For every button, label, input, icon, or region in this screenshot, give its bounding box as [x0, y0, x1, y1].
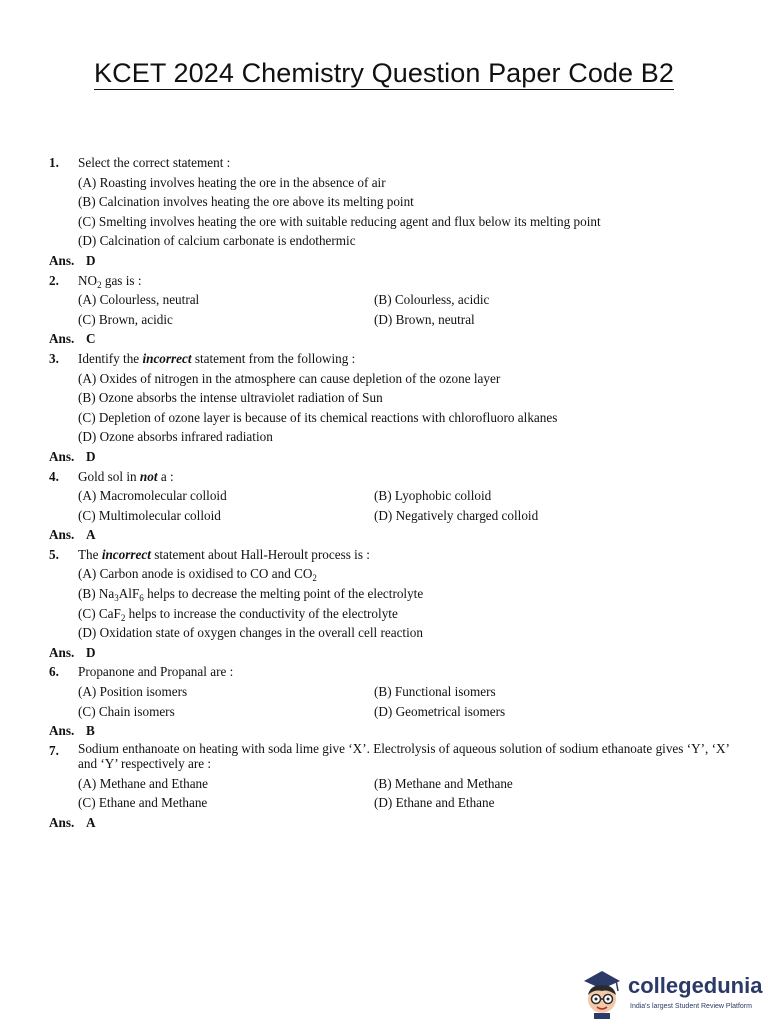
- option-a: (A) Methane and Ethane: [78, 775, 208, 791]
- option-a: (A) Colourless, neutral: [78, 292, 200, 308]
- option-d: (D) Brown, neutral: [374, 311, 475, 327]
- question-5: [49, 545, 749, 643]
- answer-value: A: [86, 527, 96, 543]
- answer-6: [49, 721, 749, 741]
- question-3: [49, 349, 749, 447]
- question-text: Propanone and Propanal are :: [78, 664, 234, 680]
- question-number: 1.: [49, 155, 59, 170]
- answer-label: Ans.: [49, 252, 75, 268]
- option-c: (C) Smelting involves heating the ore with suitable reducing agent and flux below its melting point: [78, 213, 601, 229]
- option-a: (A) Macromolecular colloid: [78, 488, 227, 504]
- option-a: (A) Oxides of nitrogen in the atmosphere can cause depletion of the ozone layer: [78, 370, 501, 386]
- option-b: (B) Functional isomers: [374, 684, 496, 700]
- answer-value: D: [86, 448, 96, 464]
- question-text: Gold sol in not a :: [78, 468, 174, 484]
- option-d: (D) Oxidation state of oxygen changes in the overall cell reaction: [78, 625, 423, 641]
- option-b: (B) Methane and Methane: [374, 775, 513, 791]
- option-d: (D) Ethane and Ethane: [374, 795, 495, 811]
- option-d: (D) Negatively charged colloid: [374, 507, 539, 523]
- option-b: (B) Lyophobic colloid: [374, 488, 492, 504]
- option-d: (D) Geometrical isomers: [374, 703, 506, 719]
- option-c: (C) Depletion of ozone layer is because of its chemical reactions with chlorofluoro alkanes: [78, 409, 558, 425]
- answer-label: Ans.: [49, 448, 75, 464]
- question-number: 6.: [49, 664, 59, 680]
- answer-5: [49, 643, 749, 663]
- option-b: (B) Ozone absorbs the intense ultraviolet radiation of Sun: [78, 390, 383, 406]
- question-text: Sodium enthanoate on heating with soda lime give ‘X’. Electrolysis of aqueous solution of sodium ethanoate gives ‘Y’, ‘X’ and ‘Y’ respectively are :: [78, 740, 729, 772]
- question-text: Select the correct statement :: [78, 155, 231, 170]
- question-number: 4.: [49, 468, 59, 484]
- answer-value: B: [86, 723, 95, 739]
- question-list: [49, 153, 749, 833]
- option-b: (B) Calcination involves heating the ore above its melting point: [78, 194, 414, 210]
- question-4: [49, 467, 749, 526]
- answer-label: Ans.: [49, 815, 75, 830]
- answer-value: D: [86, 252, 96, 268]
- option-a: (A) Roasting involves heating the ore in the absence of air: [78, 174, 386, 190]
- answer-3: [49, 447, 749, 467]
- question-7: [49, 741, 749, 813]
- answer-label: Ans.: [49, 723, 75, 739]
- logo-wordmark: collegedunia: [628, 973, 763, 998]
- option-c: (C) Brown, acidic: [78, 311, 173, 327]
- option-a: (A) Position isomers: [78, 684, 188, 700]
- answer-value: C: [86, 331, 96, 347]
- option-c: (C) Ethane and Methane: [78, 795, 208, 811]
- option-d: (D) Calcination of calcium carbonate is endothermic: [78, 233, 356, 249]
- answer-label: Ans.: [49, 527, 75, 543]
- option-b: (B) $Na_3AlF_6$ helps to decrease the melting point of the electrolyte: [78, 586, 424, 604]
- collegedunia-logo: [578, 967, 763, 1019]
- title-text: KCET 2024 Chemistry Question Paper Code B2: [94, 58, 674, 88]
- option-c: (C) Multimolecular colloid: [78, 507, 221, 523]
- answer-value: D: [86, 644, 96, 660]
- option-a: (A) Carbon anode is oxidised to CO and $CO_2$: [78, 566, 317, 584]
- option-b: (B) Colourless, acidic: [374, 292, 490, 308]
- question-text: The incorrect statement about Hall-Heroult process is :: [78, 546, 370, 562]
- answer-value: A: [86, 815, 96, 830]
- logo-tagline: India's largest Student Review Platform: [630, 1003, 752, 1010]
- question-1: [49, 153, 749, 251]
- option-d: (D) Ozone absorbs infrared radiation: [78, 429, 273, 445]
- question-number: 5.: [49, 546, 59, 562]
- answer-7: [49, 813, 749, 833]
- answer-2: [49, 329, 749, 349]
- answer-4: [49, 525, 749, 545]
- question-2: [49, 271, 749, 330]
- page-title: [0, 58, 768, 89]
- question-text: Identify the incorrect statement from the following :: [78, 350, 356, 366]
- mascot-icon: [578, 967, 626, 1019]
- question-6: [49, 662, 749, 721]
- question-number: 2.: [49, 272, 59, 288]
- answer-label: Ans.: [49, 331, 75, 347]
- option-c: (C) Chain isomers: [78, 703, 175, 719]
- option-c: (C) CaF$_2$ helps to increase the conductivity of the electrolyte: [78, 605, 398, 623]
- question-number: 3.: [49, 350, 59, 366]
- answer-label: Ans.: [49, 644, 75, 660]
- question-text: $NO_2$ gas is :: [78, 272, 142, 290]
- question-number: 7.: [49, 742, 59, 758]
- answer-1: [49, 251, 749, 271]
